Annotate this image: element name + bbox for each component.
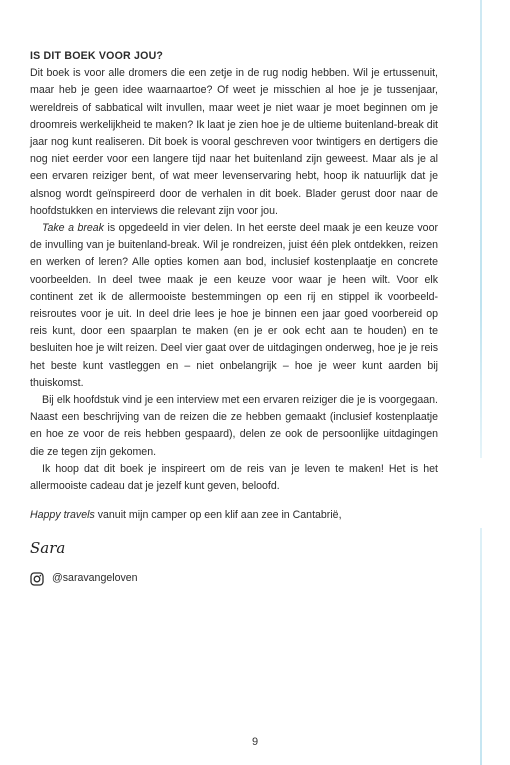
paragraph-structure	[30, 220, 438, 392]
social-handle-row	[30, 570, 438, 587]
paragraph-hope: Ik hoop dat dit boek je inspireert om de reis van je leven te maken! Het is het allermooiste cadeau dat je jezelf kunt geven, beloofd.	[30, 462, 438, 493]
page-content	[30, 48, 438, 588]
instagram-icon	[30, 572, 44, 586]
page-number: 9	[251, 736, 259, 748]
closing-text: vanuit mijn camper op een klif aan zee in Cantabrië,	[94, 509, 342, 522]
page-edge-gap	[480, 458, 482, 528]
closing-line	[30, 507, 438, 524]
book-title-italic: Take a break	[42, 222, 104, 235]
section-heading: IS DIT BOEK VOOR JOU?	[30, 50, 164, 62]
paragraph-intro: Dit boek is voor alle dromers die een zetje in de rug nodig hebben. Wil je ertussenuit, maar heb je geen idee waarnaartoe? Of weet je misschien al hoe je je tussenjaar, wereldreis of sabbatical wilt invullen, maar weet je niet waar je moet beginnen om je droomreis werkelijkheid te maken? Ik laat je zien hoe je de ultieme buitenland-break dit jaar nog kunt realiseren. Dit boek is vooral geschreven voor twintigers en dertigers die nog niet eerder voor een langere tijd naar het buitenland zijn geweest. Maar als je al een ervaren reiziger bent, of wat meer levenservaring hebt, hoop ik natuurlijk dat je alsnog wordt geïnspireerd door de verhalen in dit boek. Blader gerust door naar de hoofdstukken en interviews die relevant zijn voor jou.	[30, 67, 438, 217]
page-edge-decoration	[480, 0, 482, 765]
paragraph-interviews: Bij elk hoofdstuk vind je een interview met een ervaren reiziger die je is voorgegaan. Naast een beschrijving van de reizen die ze hebben gemaakt (inclusief kostenplaatje en hoe ze voor de reis hebben gespaard), delen ze ook de persoonlijke uitdagingen die ze tegen zijn gekomen.	[30, 394, 438, 458]
instagram-handle: @saravangeloven	[52, 572, 138, 585]
closing-italic: Happy travels	[30, 509, 95, 522]
author-signature: Sara	[30, 539, 66, 558]
paragraph-structure-text: is opgedeeld in vier delen. In het eerste deel maak je een keuze voor de invulling van je buitenland-break. Wil je rondreizen, juist één plek ontdekken, reizen en werken of leren? Alle opties komen aan bod, inclusief kostenplaatje en concrete voorbeelden. In deel twee maak je een keuze voor waar je heen wilt. Voor elk continent zet ik de allermooiste bestemmingen op een rij en stippel ik voorbeeld-reisroutes voor je uit. In deel drie lees je hoe je binnen een jaar goed voorbereid op reis kunt, door een spaarplan te maken (en je er ook echt aan te houden) en te besluiten hoe je wilt reizen. Deel vier gaat over de uitdagingen onderweg, hoe je je reis het beste kunt vastleggen en – niet onbelangrijk – hoe je weer kunt aarden bij thuiskomst.	[30, 222, 438, 389]
